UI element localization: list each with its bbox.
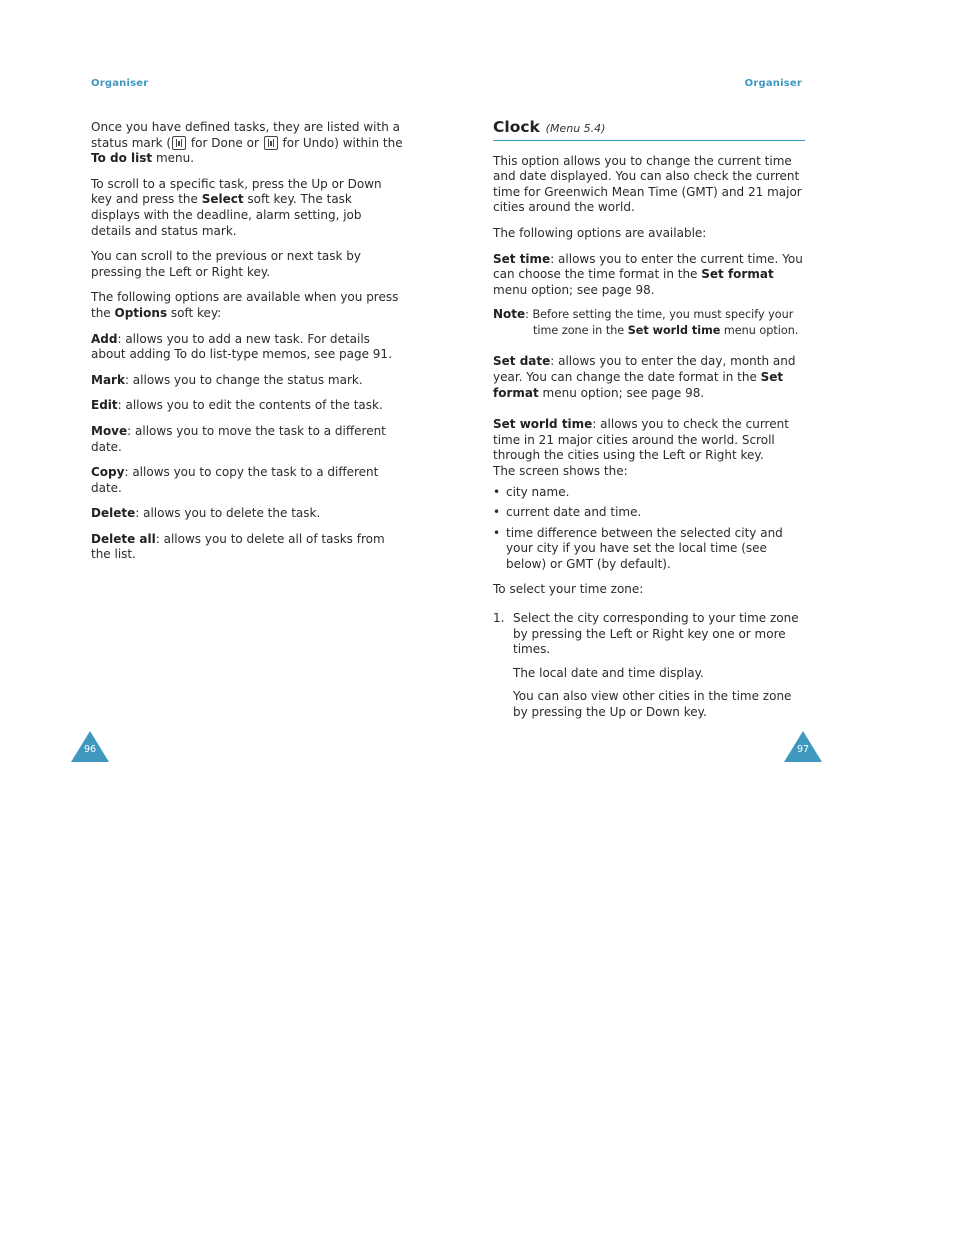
option-set-date: Set date: allows you to enter the day, month and year. You can change the date format in the Set format menu option; see page 98. <box>493 354 796 400</box>
list-item: • current date and time. <box>493 505 805 521</box>
left-column <box>91 120 403 563</box>
list-item: • city name. <box>493 485 805 501</box>
option-edit: Edit: allows you to edit the contents of the task. <box>91 398 383 413</box>
done-mark-icon <box>172 136 186 150</box>
option-mark: Mark: allows you to change the status mark. <box>91 372 363 387</box>
screen-info-list <box>493 485 805 573</box>
options-intro-paragraph: The following options are available when you press the Options soft key: <box>91 290 399 320</box>
page-number-right <box>784 731 822 762</box>
option-copy: Copy: allows you to copy the task to a different date. <box>91 465 379 495</box>
intro-paragraph: Once you have defined tasks, they are listed with a status mark ( for Done or for Undo) within the To do list menu. <box>91 120 403 166</box>
clock-menu-ref: (Menu 5.4) <box>545 122 606 135</box>
step-sub-1: The local date and time display. <box>513 665 704 680</box>
option-set-time: Set time: allows you to enter the current time. You can choose the time format in the Set format menu option; see page 98. <box>493 251 803 297</box>
list-item: • time difference between the selected city and your city if you have set the local time (see below) or GMT (by default). <box>493 526 805 573</box>
scroll-paragraph: To scroll to a specific task, press the Up or Down key and press the Select soft key. The task displays with the deadline, alarm setting, job details and status mark. <box>91 176 382 238</box>
prev-next-paragraph: You can scroll to the previous or next task by pressing the Left or Right key. <box>91 249 361 279</box>
page-number-text: 96 <box>83 744 97 755</box>
option-add: Add: allows you to add a new task. For details about adding To do list-type memos, see page 91. <box>91 331 392 362</box>
option-delete-all: Delete all: allows you to delete all of tasks from the list. <box>91 531 385 562</box>
step-sub-2: You can also view other cities in the time zone by pressing the Up or Down key. <box>513 689 792 720</box>
clock-title: Clock <box>493 118 540 136</box>
option-move: Move: allows you to move the task to a different date. <box>91 423 386 454</box>
section-label-left: Organiser <box>91 78 149 89</box>
select-zone-paragraph: To select your time zone: <box>493 582 644 597</box>
step-item <box>493 611 805 721</box>
undo-mark-icon <box>264 136 278 150</box>
note-block: Note: Before setting the time, you must specify your time zone in the Set world time menu option. <box>493 307 799 338</box>
clock-heading <box>493 120 805 141</box>
step-text: Select the city corresponding to your time zone by pressing the Left or Right key one or more times. <box>513 611 799 657</box>
option-set-world-time: Set world time: allows you to check the current time in 21 major cities around the world. Scroll through the cities using the Left or Right key. The screen shows the: <box>493 417 789 478</box>
section-label-right: Organiser <box>744 78 802 89</box>
page-number-text: 97 <box>796 744 810 755</box>
steps-list <box>493 611 805 721</box>
option-delete: Delete: allows you to delete the task. <box>91 506 321 521</box>
page-number-left <box>71 731 109 762</box>
clock-options-intro: The following options are available: <box>493 225 707 240</box>
right-column <box>493 120 805 721</box>
clock-intro: This option allows you to change the current time and date displayed. You can also check the current time for Greenwich Mean Time (GMT) and 21 major cities around the world. <box>493 153 802 215</box>
step-number: 1. <box>493 611 505 626</box>
